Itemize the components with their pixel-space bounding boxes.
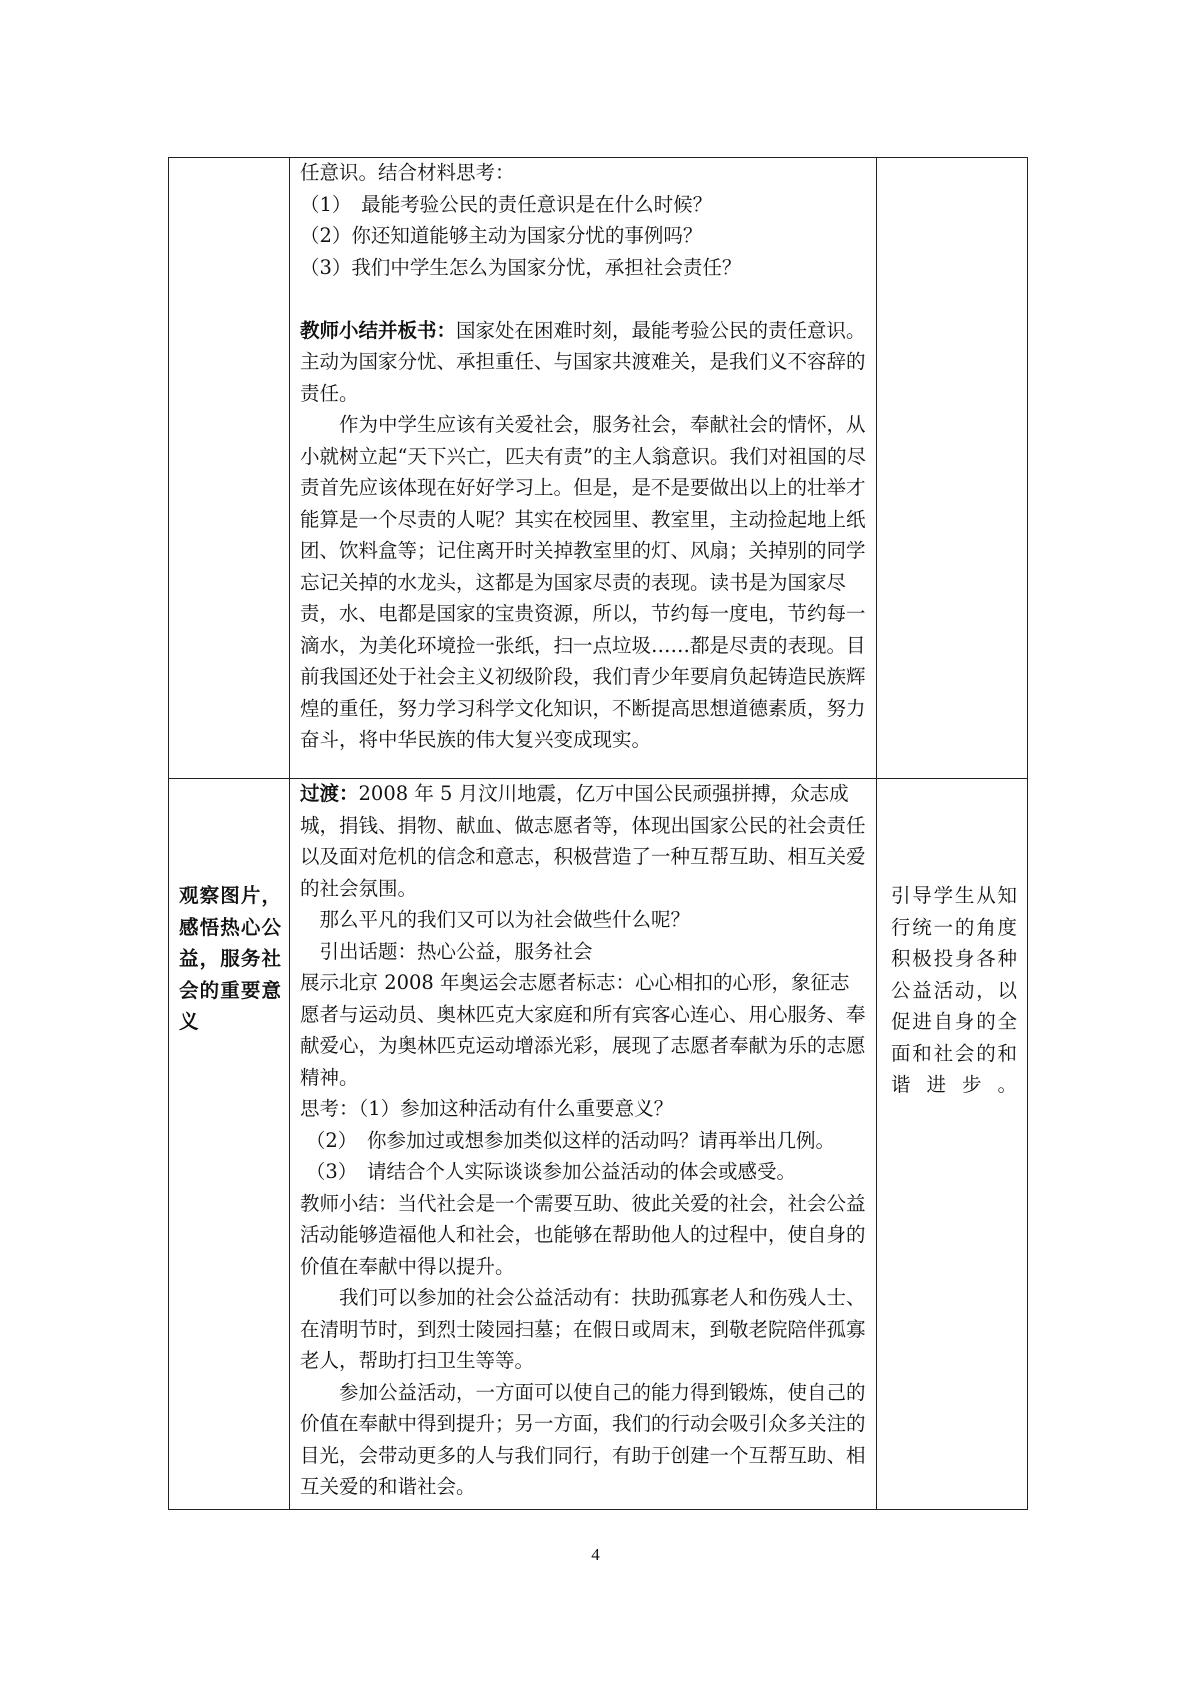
olympic-paragraph: 展示北京 2008 年奥运会志愿者标志：心心相扣的心形，象征志愿者与运动员、奥林匹克大家庭和所有宾客心连心、用心服务、奉献爱心，为奥林匹克运动增添光彩，展现了志愿者奉献为乐的志愿精神。 [300,971,866,1089]
transition-label: 过渡： [300,782,359,805]
question-1: （1） 最能考验公民的责任意识是在什么时候？ [300,192,713,216]
ordinary-question: 那么平凡的我们又可以为社会做些什么呢？ [319,908,691,931]
row2-content-cell [294,778,876,1503]
transition-text: 2008 年 5 月汶川地震，亿万中国公民顽强拼搏，众志成城，捐钱、捐物、献血、做志愿者等，体现出国家公民的社会责任以及面对危机的信念和意志，积极营造了一种互帮互助、相互关爱的社会氛围。 [300,782,866,900]
transition [300,778,868,904]
benefits-paragraph: 参加公益活动，一方面可以使自己的能力得到锻炼，使自己的价值在奉献中得到提升；另一方面，我们的行动会吸引众多关注的目光，会带动更多的人与我们同行，有助于创建一个互帮互助、相互关爱的和谐社会。 [300,1380,866,1498]
think-question-3: （3） 请结合个人实际谈谈参加公益活动的体会或感受。 [305,1160,797,1183]
column-divider-left [289,158,290,1509]
column-divider-right [876,158,877,1509]
think-question-1: 思考：（1）参加这种活动有什么重要意义？ [300,1097,674,1120]
question-2: （2）你还知道能够主动为国家分忧的事例吗？ [300,224,703,247]
activities-paragraph: 我们可以参加的社会公益活动有：扶助孤寡老人和伤残人士、在清明节时，到烈士陵园扫墓；在假日或周末，到敬老院陪伴孤寡老人，帮助打扫卫生等等。 [300,1286,866,1372]
question-intro: 任意识。结合材料思考： [300,161,515,184]
teacher-summary-2: 教师小结：当代社会是一个需要互助、彼此关爱的社会，社会公益活动能够造福他人和社会，也能够在帮助他人的过程中，使自身的价值在奉献中得以提升。 [300,1191,866,1278]
summary-label: 教师小结并板书： [300,318,457,342]
responsibility-paragraph: 作为中学生应该有关爱社会，服务社会，奉献社会的情怀，从小就树立起“天下兴亡，匹夫有责”的主人翁意识。我们对祖国的尽责首先应该体现在好好学习上。但是，是不是要做出以上的壮举才能算是一个尽责的人呢？其实在校园里、教室里，主动捡起地上纸团、饮料盒等；记住离开时关掉教室里的灯、风扇；关掉别的同学忘记关掉的水龙头，这都是为国家尽责的表现。读书是为国家尽责，水、电都是国家的宝贵资源，所以，节约每一度电，节约每一滴水，为美化环境捡一张纸，扫一点垃圾……都是尽责的表现。目前我国还处于社会主义初级阶段，我们青少年要肩负起铸造民族辉煌的重任，努力学习科学文化知识，不断提高思想道德素质，努力奋斗，将中华民族的伟大复兴变成现实。 [300,413,866,751]
page-number: 4 [591,1545,600,1564]
think-question-2: （2） 你参加过或想参加类似这样的活动吗？请再举出几例。 [305,1128,836,1152]
teacher-summary [300,315,868,410]
question-3: （3）我们中学生怎么为国家分忧，承担社会责任？ [300,255,742,279]
row1-content-cell [294,157,876,756]
activity-title-cell: 观察图片，感悟热心公益，服务社会的重要意义 [179,884,281,1033]
topic-line: 引出话题：热心公益，服务社会 [319,939,593,963]
design-intent-cell: 引导学生从知行统一的角度积极投身各种公益活动，以促进自身的全面和社会的和谐进步。 [891,884,1017,1096]
lesson-plan-table [168,157,1028,1510]
summary-text: 国家处在困难时刻，最能考验公民的责任意识。主动为国家分忧、承担重任、与国家共渡难关，是我们义不容辞的责任。 [300,318,866,405]
